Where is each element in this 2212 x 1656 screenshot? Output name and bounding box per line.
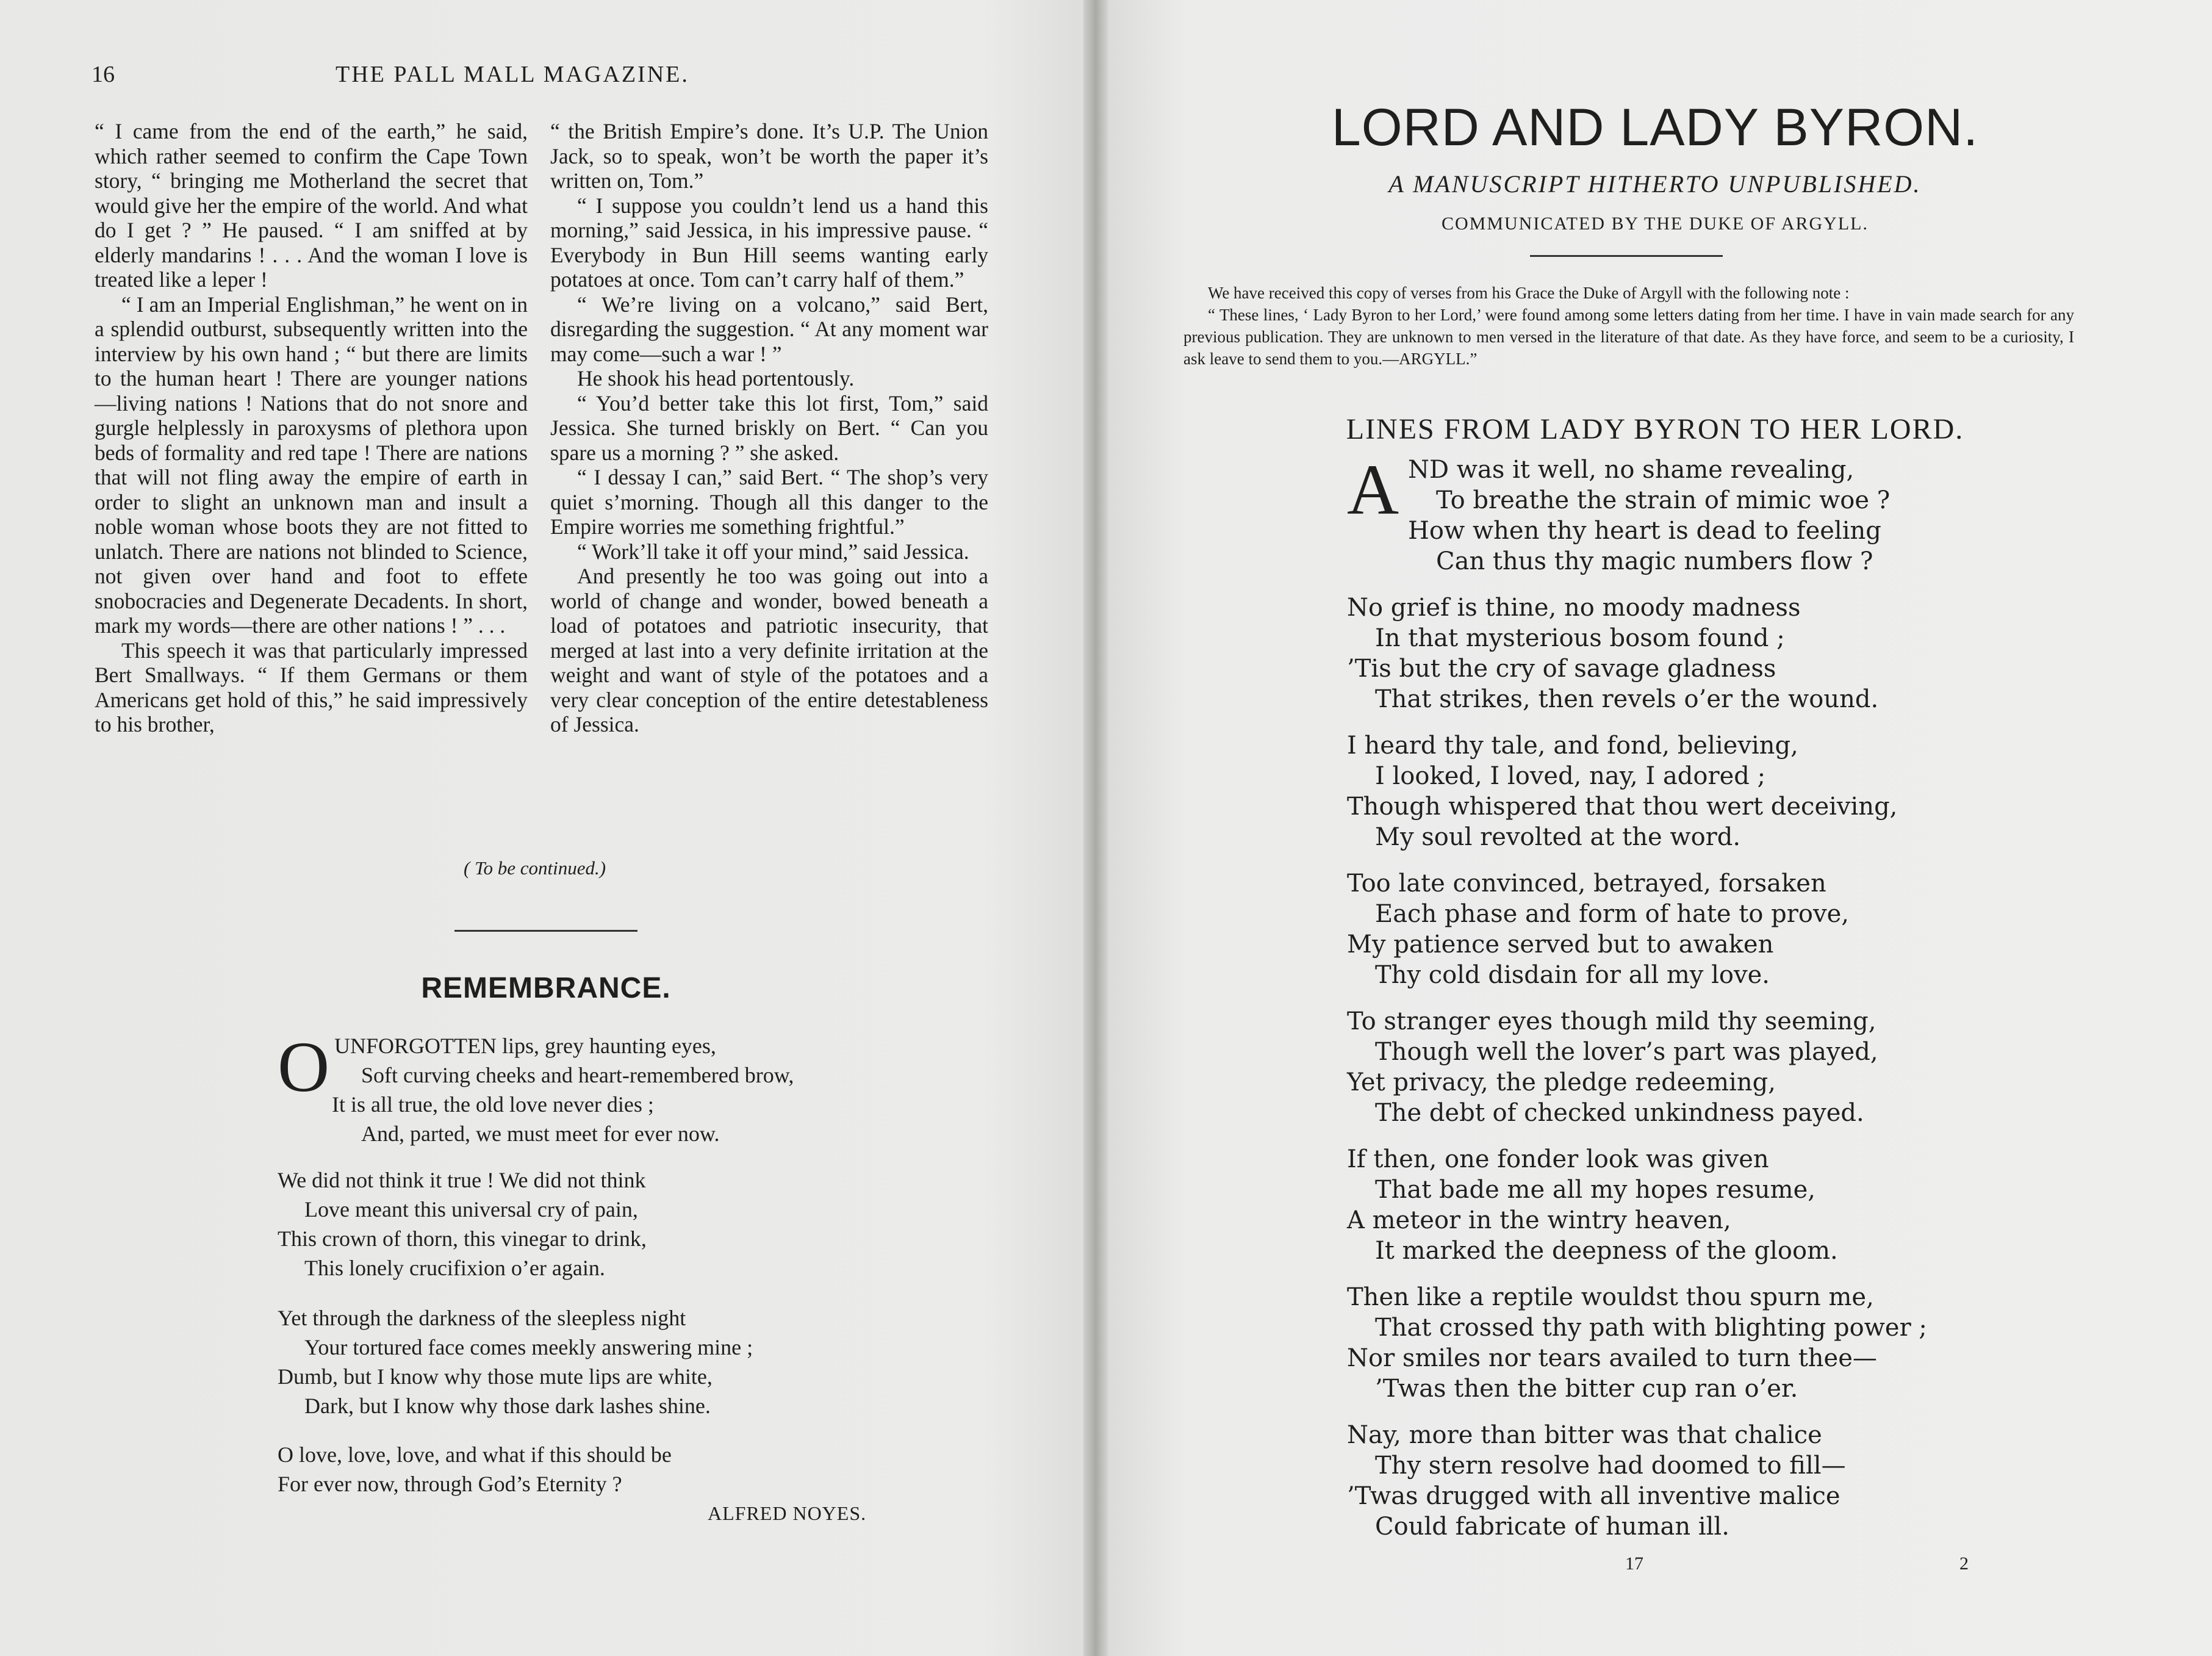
- poem-line: Dark, but I know why those dark lashes shine.: [304, 1394, 711, 1418]
- poem-line: This crown of thorn, this vinegar to drink,: [278, 1226, 647, 1251]
- poem-line: ’Twas drugged with all inventive malice: [1347, 1482, 1840, 1510]
- story-paragraph: “ You’d better take this lot first, Tom,” said Jessica. She turned briskly on Bert. “ Can you spare us a morning ? ” she asked.: [550, 391, 988, 465]
- story-column-2: [550, 119, 988, 737]
- page-number-right: 17: [1625, 1553, 1643, 1574]
- poem-line: In that mysterious bosom found ;: [1375, 624, 1785, 652]
- poem-stanza: [1347, 1144, 2140, 1266]
- poem-line: Could fabricate of human ill.: [1375, 1513, 1729, 1541]
- running-head: [92, 61, 976, 98]
- book-gutter: [1083, 0, 1108, 1656]
- story-paragraph: He shook his head portentously.: [577, 366, 855, 391]
- poem-stanza: [1347, 868, 2140, 990]
- story-paragraph: “ I came from the end of the earth,” he said, which rather seemed to confirm the Cape Town story, “ bringing me Motherland the secret that would give her the empire of the world. And what do I get ? ” He paused. “ I am sniffed at by elderly mandarins ! . . . And the woman I love is treated like a leper !: [95, 119, 528, 292]
- poem-line: That crossed thy path with blighting power ;: [1375, 1314, 1927, 1342]
- poem-line: ’Twas then the bitter cup ran o’er.: [1375, 1375, 1798, 1403]
- poem-line: A meteor in the wintry heaven,: [1347, 1206, 1731, 1234]
- poem-line: To breathe the strain of mimic woe ?: [1436, 486, 1891, 514]
- poem-line: Though whispered that thou wert deceiving,: [1347, 793, 1898, 821]
- poem-line: It marked the deepness of the gloom.: [1375, 1237, 1838, 1265]
- section-divider: [454, 930, 637, 932]
- drop-cap: A: [1347, 450, 1399, 530]
- remembrance-stanza-4: [278, 1440, 949, 1499]
- remembrance-stanza-3: [278, 1303, 949, 1420]
- signature-mark: 2: [1959, 1553, 1969, 1574]
- story-paragraph: “ I dessay I can,” said Bert. “ The shop’s very quiet s’morning. Though all this danger to the Empire worries me something frightful.”: [550, 465, 988, 539]
- poem-line: I looked, I loved, nay, I adored ;: [1375, 762, 1766, 790]
- poem-line: This lonely crucifixion o’er again.: [304, 1256, 605, 1280]
- poem-line: ND was it well, no shame revealing,: [1408, 456, 1855, 484]
- poem-line: That strikes, then revels o’er the wound.: [1375, 685, 1879, 713]
- note-paragraph: “ These lines, ‘ Lady Byron to her Lord,’ were found among some letters dating from her time. I have in vain made search for any previous publication. They are unknown to men versed in the literature of that date. As they have force, and seem to be a curiosity, I ask leave to send them to you.—ARGYLL.”: [1183, 306, 2074, 368]
- poem-line: Soft curving cheeks and heart-remembered brow,: [361, 1063, 794, 1087]
- poem-stanza: [1347, 592, 2140, 715]
- story-paragraph: “ the British Empire’s done. It’s U.P. The Union Jack, so to speak, won’t be worth the paper it’s written on, Tom.”: [550, 119, 988, 193]
- poem-line: The debt of checked unkindness payed.: [1375, 1099, 1864, 1127]
- story-paragraph: “ I am an Imperial Englishman,” he went on in a splendid outburst, subsequently written into the interview by his own hand ; “ but there are limits to the human heart ! There are younger nations —living nations ! Nations that do not snore and gurgle helplessly in paroxysms of plethora upon beds of formality and red tape ! There are nations that will not fling away the empire of earth in order to slight an unknown man and insult a noble woman whose boots they are not fitted to unlatch. There are nations not blinded to Science, not given over hand and foot to effete snobocracies and Degenerate Decadents. In short, mark my words—there are other nations ! ” . . .: [95, 292, 528, 638]
- story-paragraph: “ We’re living on a volcano,” said Bert, disregarding the suggestion. “ At any moment war may come—such a war ! ”: [550, 292, 988, 366]
- poem-line: How when thy heart is dead to feeling: [1408, 517, 1881, 545]
- story-column-1: [95, 119, 528, 737]
- remembrance-title: REMEMBRANCE.: [421, 972, 671, 1004]
- story-paragraph: And presently he too was going out into a world of change and wonder, bowed beneath a load of potatoes and patriotic insecurity, that merged at last into a very definite irritation at the weight and want of style of the potatoes and a very clear conception of the entire detestableness of Jessica.: [550, 564, 988, 736]
- poem-line: Dumb, but I know why those mute lips are white,: [278, 1364, 713, 1389]
- poem-line: Yet through the darkness of the sleepless night: [278, 1306, 686, 1330]
- poem-stanza: [1347, 1006, 2140, 1128]
- poem-line: Thy cold disdain for all my love.: [1375, 961, 1770, 989]
- story-paragraph: This speech it was that particularly impressed Bert Smallways. “ If them Germans or them Americans get hold of this,” he said impressively to his brother,: [95, 638, 528, 736]
- poem-line: Too late convinced, betrayed, forsaken: [1347, 869, 1826, 898]
- poem-line: Thy stern resolve had doomed to fill—: [1375, 1452, 1846, 1480]
- poem-line: Nor smiles nor tears availed to turn thee—: [1347, 1344, 1877, 1372]
- story-paragraph: “ I suppose you couldn’t lend us a hand this morning,” said Jessica, in his impressive pause. “ Everybody in Bun Hill seems wanting early potatoes at once. Tom can’t carry half of them.”: [550, 193, 988, 292]
- note-paragraph: We have received this copy of verses from his Grace the Duke of Argyll with the following note :: [1208, 284, 1850, 302]
- poem-line: Nay, more than bitter was that chalice: [1347, 1421, 1822, 1449]
- poem-stanza: [1347, 450, 2140, 577]
- poem-line: To stranger eyes though mild thy seeming,: [1347, 1007, 1876, 1035]
- remembrance-stanza-2: [278, 1165, 949, 1283]
- poem-author: ALFRED NOYES.: [708, 1502, 867, 1524]
- poem-line: That bade me all my hopes resume,: [1375, 1176, 1815, 1204]
- poem-line: Your tortured face comes meekly answering mine ;: [304, 1335, 753, 1359]
- editor-note: [1183, 282, 2074, 370]
- poem-line: UNFORGOTTEN lips, grey haunting eyes,: [334, 1034, 716, 1058]
- poem-line: O love, love, love, and what if this should be: [278, 1442, 672, 1467]
- poem-line: My patience served but to awaken: [1347, 931, 1774, 959]
- to-be-continued: ( To be continued.): [464, 857, 606, 879]
- poem-stanza: [1347, 730, 2140, 852]
- poem-line: Then like a reptile wouldst thou spurn me,: [1347, 1283, 1874, 1311]
- poem-line: I heard thy tale, and fond, believing,: [1347, 732, 1798, 760]
- poem-line: It is all true, the old love never dies ;: [332, 1092, 654, 1117]
- section-divider: [1530, 255, 1723, 257]
- story-paragraph: “ Work’ll take it off your mind,” said Jessica.: [577, 539, 969, 564]
- drop-cap: O: [278, 1027, 330, 1107]
- poem-line: Yet privacy, the pledge redeeming,: [1347, 1068, 1776, 1096]
- poem-line: For ever now, through God’s Eternity ?: [278, 1472, 622, 1496]
- article-title: LORD AND LADY BYRON.: [1331, 98, 1979, 157]
- poem-line: No grief is thine, no moody madness: [1347, 594, 1801, 622]
- communicated-by: COMMUNICATED BY THE DUKE OF ARGYLL.: [1441, 214, 1869, 234]
- poem-line: Love meant this universal cry of pain,: [304, 1197, 638, 1222]
- magazine-title: THE PALL MALL MAGAZINE.: [336, 62, 689, 87]
- poem-title: LINES FROM LADY BYRON TO HER LORD.: [1346, 413, 1964, 445]
- poem-line: Can thus thy magic numbers flow ?: [1436, 547, 1873, 575]
- article-subtitle: A MANUSCRIPT HITHERTO UNPUBLISHED.: [1388, 170, 1922, 198]
- poem-stanza: [1347, 1282, 2140, 1404]
- poem-stanza: [1347, 1420, 2140, 1542]
- byron-poem: [1347, 450, 2140, 1558]
- page-number-left: 16: [92, 62, 115, 87]
- poem-line: And, parted, we must meet for ever now.: [361, 1121, 720, 1146]
- poem-line: Though well the lover’s part was played,: [1375, 1038, 1878, 1066]
- poem-line: ’Tis but the cry of savage gladness: [1347, 655, 1776, 683]
- remembrance-stanza-1: [334, 1031, 944, 1148]
- poem-line: We did not think it true ! We did not think: [278, 1168, 646, 1192]
- poem-line: Each phase and form of hate to prove,: [1375, 900, 1849, 928]
- poem-line: My soul revolted at the word.: [1375, 823, 1741, 851]
- poem-line: If then, one fonder look was given: [1347, 1145, 1769, 1173]
